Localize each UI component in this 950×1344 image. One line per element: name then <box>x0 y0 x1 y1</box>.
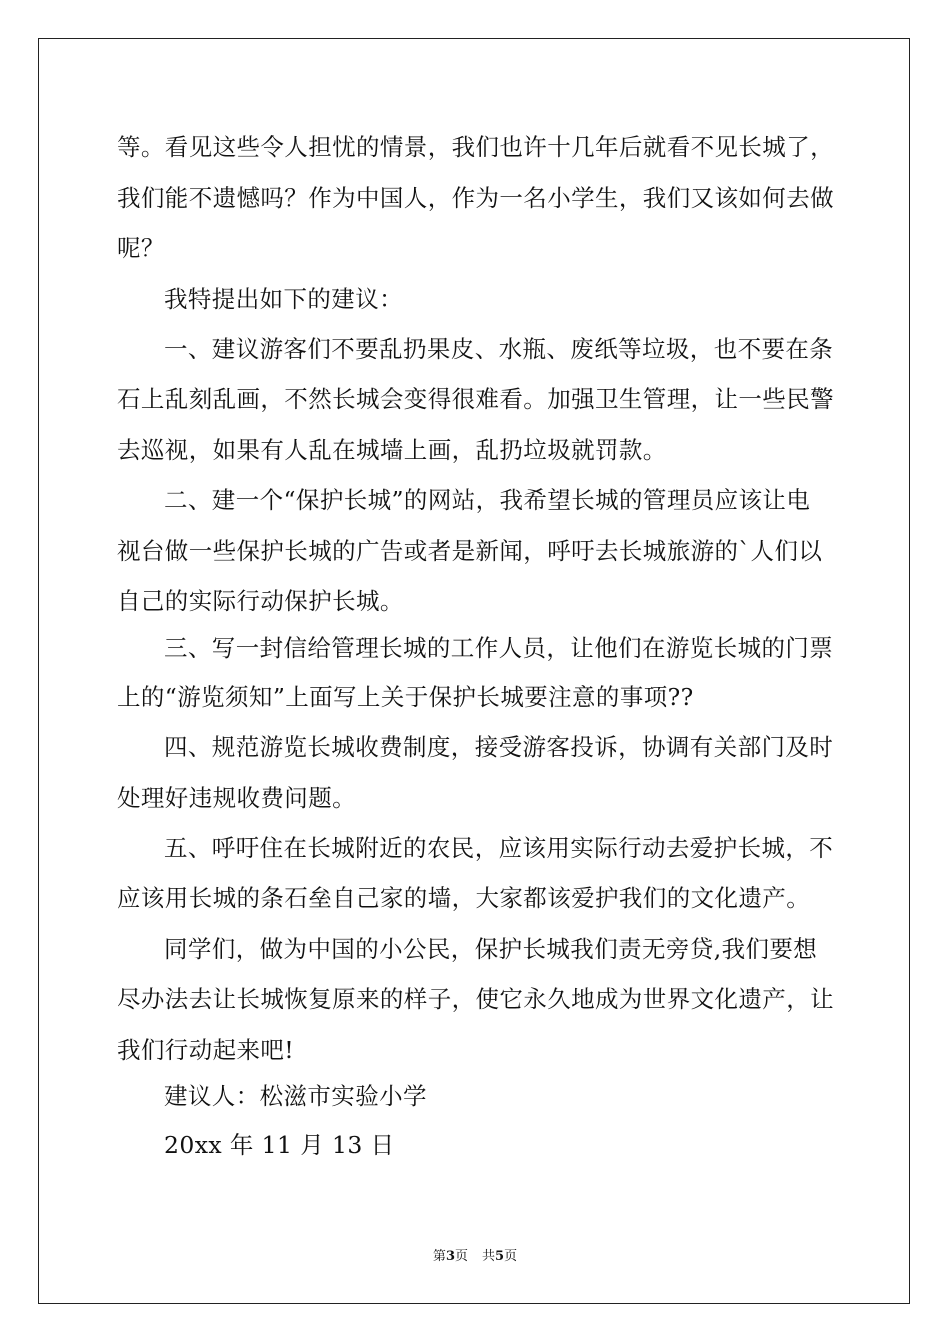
text-line-3: 呢？ <box>117 234 165 262</box>
text-line-8: 二、建一个“保护长城”的网站，我希望长城的管理员应该让电 <box>164 486 811 514</box>
text-line-18: 尽办法去让长城恢复原来的样子，使它永久地成为世界文化遗产，让 <box>117 985 834 1013</box>
text-line-17: 同学们，做为中国的小公民，保护长城我们责无旁贷,我们要想 <box>164 935 818 963</box>
text-line-12: 上的“游览须知”上面写上关于保护长城要注意的事项?? <box>117 683 694 711</box>
text-line-2: 我们能不遗憾吗？作为中国人，作为一名小学生，我们又该如何去做 <box>117 184 834 212</box>
text-line-5: 一、建议游客们不要乱扔果皮、水瓶、废纸等垃圾，也不要在条 <box>164 335 834 363</box>
text-line-6: 石上乱刻乱画，不然长城会变得很难看。加强卫生管理，让一些民警 <box>117 385 834 413</box>
total-number: 5 <box>495 1249 505 1264</box>
text-line-7: 去巡视，如果有人乱在城墙上画，乱扔垃圾就罚款。 <box>117 436 667 464</box>
date-line: 20xx 年 11 月 13 日 <box>164 1131 395 1159</box>
text-line-9: 视台做一些保护长城的广告或者是新闻，呼吁去长城旅游的`人们以 <box>117 537 823 565</box>
text-line-13: 四、规范游览长城收费制度，接受游客投诉，协调有关部门及时 <box>164 733 834 761</box>
text-line-14: 处理好违规收费问题。 <box>117 784 356 812</box>
text-line-4: 我特提出如下的建议： <box>164 285 403 313</box>
text-line-19: 我们行动起来吧! <box>117 1036 295 1064</box>
page-border <box>38 38 910 1304</box>
text-line-16: 应该用长城的条石垒自己家的墙，大家都该爱护我们的文化遗产。 <box>117 884 811 912</box>
page-prefix: 第 <box>432 1249 446 1264</box>
text-line-10: 自己的实际行动保护长城。 <box>117 587 404 615</box>
text-line-15: 五、呼吁住在长城附近的农民，应该用实际行动去爱护长城，不 <box>164 834 834 862</box>
text-line-11: 三、写一封信给管理长城的工作人员，让他们在游览长城的门票 <box>164 634 834 662</box>
text-line-1: 等。看见这些令人担忧的情景，我们也许十几年后就看不见长城了， <box>117 133 834 161</box>
total-prefix: 共 <box>482 1249 496 1264</box>
total-suffix: 页 <box>504 1249 518 1264</box>
signature-line: 建议人：松滋市实验小学 <box>164 1082 427 1110</box>
page-suffix: 页 <box>454 1249 468 1264</box>
page-footer <box>0 1248 950 1266</box>
page-number: 3 <box>445 1249 455 1264</box>
